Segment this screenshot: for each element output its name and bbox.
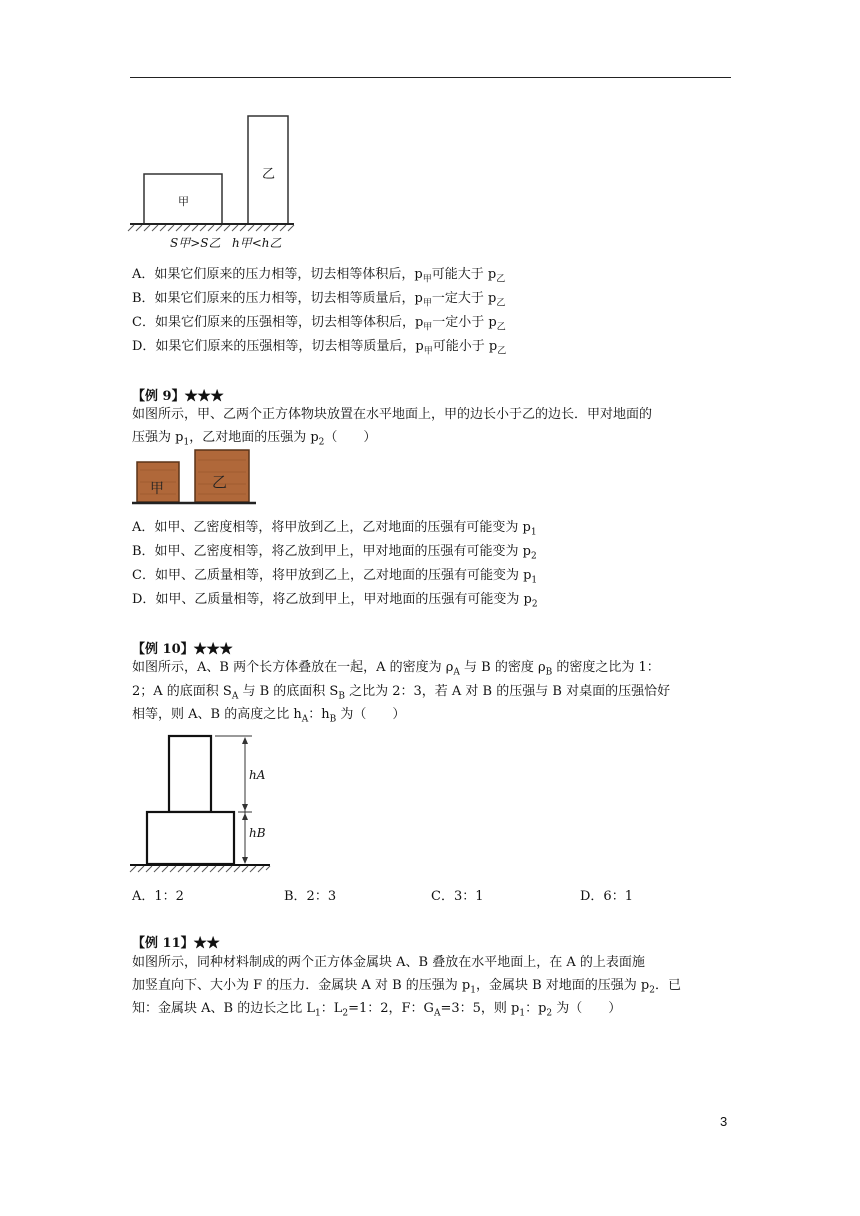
caption-height: h甲<h乙: [232, 236, 282, 250]
example-10-title: 【例 10】★★★: [132, 642, 233, 657]
figure-blocks-jia-yi: [128, 112, 298, 252]
example-11-text-3: 知：金属块 A、B 的边长之比 $L_1$：$L_2=1$：2，F：$G_A=3$：5，则 $p_1$：$p_2$ 为（ ）: [132, 1001, 622, 1019]
block-jia-label: 甲: [178, 195, 189, 208]
caption-area: S甲>S乙: [170, 236, 221, 250]
q8-option-a: A．如果它们原来的压力相等，切去相等体积后，$p_甲$可能大于 $p_乙$: [132, 267, 506, 285]
example-9-title: 【例 9】★★★: [132, 389, 224, 404]
example-9-text-1: 如图所示，甲、乙两个正方体物块放置在水平地面上，甲的边长小于乙的边长．甲对地面的: [132, 407, 653, 422]
q8-option-b: B．如果它们原来的压力相等，切去相等质量后，$p_甲$一定大于 $p_乙$: [132, 291, 506, 309]
example-11-text-2: 加竖直向下、大小为 F 的压力．金属块 A 对 B 的压强为 $p_1$，金属块 B 对地面的压强为 $p_2$．已: [132, 978, 681, 996]
q8-option-c: C．如果它们原来的压强相等，切去相等体积后，$p_甲$一定小于 $p_乙$: [132, 315, 506, 333]
example-10-text-2: 2；A 的底面积 $S_A$ 与 B 的底面积 $S_B$ 之比为 2：3，若 A 对 B 的压强与 B 对桌面的压强恰好: [132, 684, 671, 702]
figure-stacked-blocks-ab: [128, 730, 278, 875]
cube-jia-label: 甲: [150, 481, 164, 497]
example-10-text-3: 相等，则 A、B 的高度之比 $h_A$：$h_B$ 为（ ）: [132, 707, 406, 725]
cube-yi-label: 乙: [212, 473, 228, 491]
ex10-option-a: A．1：2: [132, 889, 184, 904]
ex10-option-c: C．3：1: [431, 889, 484, 904]
ex10-option-b: B．2：3: [284, 889, 337, 904]
ex9-option-b: B．如甲、乙密度相等，将乙放到甲上，甲对地面的压强有可能变为 $p_2$: [132, 544, 537, 562]
ex9-option-a: A．如甲、乙密度相等，将甲放到乙上，乙对地面的压强有可能变为 $p_1$: [132, 520, 537, 538]
header-rule: [130, 77, 731, 78]
label-ha: hA: [249, 768, 266, 782]
example-11-text-1: 如图所示，同种材料制成的两个正方体金属块 A、B 叠放在水平地面上，在 A 的上表面施: [132, 955, 645, 970]
label-hb: hB: [249, 826, 266, 840]
ex10-option-d: D．6：1: [580, 889, 633, 904]
ex9-option-c: C．如甲、乙质量相等，将甲放到乙上，乙对地面的压强有可能变为 $p_1$: [132, 568, 538, 586]
q8-option-d: D．如果它们原来的压强相等，切去相等质量后，$p_甲$可能小于 $p_乙$: [132, 339, 507, 357]
example-10-text-1: 如图所示，A、B 两个长方体叠放在一起，A 的密度为 $\rho_A$ 与 B 的密度 $\rho_B$ 的密度之比为 1：: [132, 660, 660, 678]
page-number: 3: [720, 1114, 728, 1129]
block-yi-label: 乙: [262, 167, 276, 182]
ex9-option-d: D．如甲、乙质量相等，将乙放到甲上，甲对地面的压强有可能变为 $p_2$: [132, 592, 538, 610]
example-11-title: 【例 11】★★: [132, 936, 220, 951]
example-9-text-2: 压强为 $p_1$，乙对地面的压强为 $p_2$（ ）: [132, 430, 377, 448]
